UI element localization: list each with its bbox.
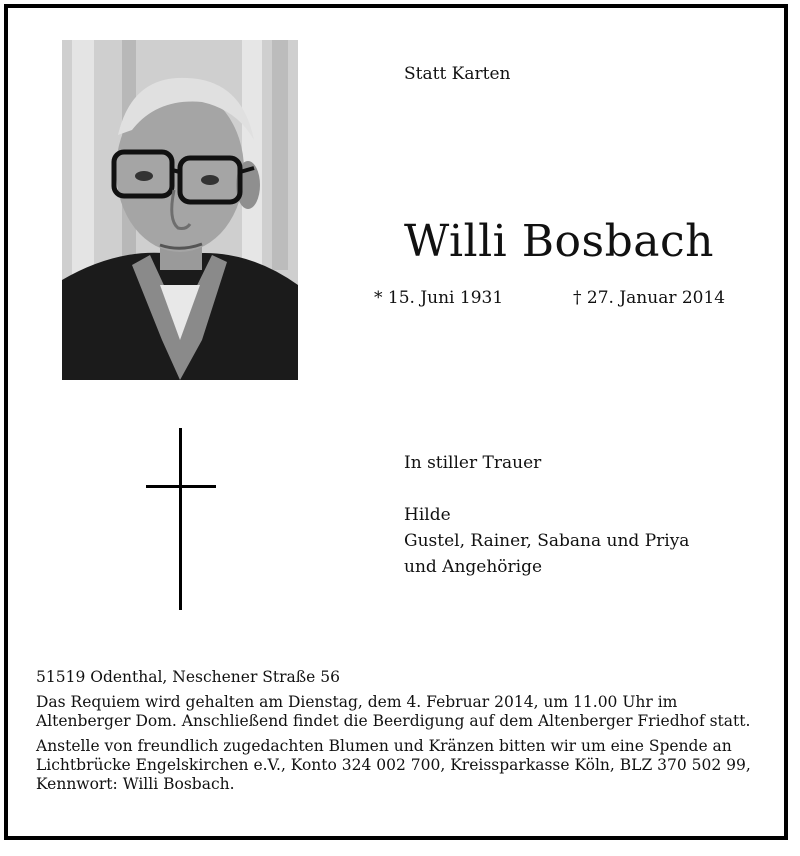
death-date: † 27. Januar 2014 — [573, 288, 726, 308]
cross-icon — [146, 428, 216, 610]
mourner-line: Gustel, Rainer, Sabana und Priya — [404, 531, 690, 551]
donation-info: Anstelle von freundlich zugedachten Blumen und Kränzen bitten wir um eine Spende an Lichtbrücke Engelskirchen e.V., Konto 324 002 700, Kreissparkasse Köln, BLZ 370 502 99, Kennwort: Willi Bosbach. — [36, 737, 751, 793]
footer-block — [36, 668, 756, 800]
birth-date: * 15. Juni 1931 — [374, 288, 504, 308]
mourners-block — [404, 450, 689, 580]
mourner-line: und Angehörige — [404, 557, 543, 577]
mourning-intro: In stiller Trauer — [404, 453, 542, 473]
requiem-info: Das Requiem wird gehalten am Dienstag, dem 4. Februar 2014, um 11.00 Uhr im Altenberger Dom. Anschließend findet die Beerdigung auf dem Altenberger Friedhof statt. — [36, 693, 751, 730]
mourner-line: Hilde — [404, 505, 451, 525]
deceased-name: Willi Bosbach — [404, 216, 715, 267]
portrait-image — [62, 40, 298, 380]
obituary-notice — [4, 4, 788, 840]
statt-karten-label: Statt Karten — [404, 64, 511, 84]
address: 51519 Odenthal, Neschener Straße 56 — [36, 668, 340, 686]
portrait-photo — [62, 40, 298, 380]
